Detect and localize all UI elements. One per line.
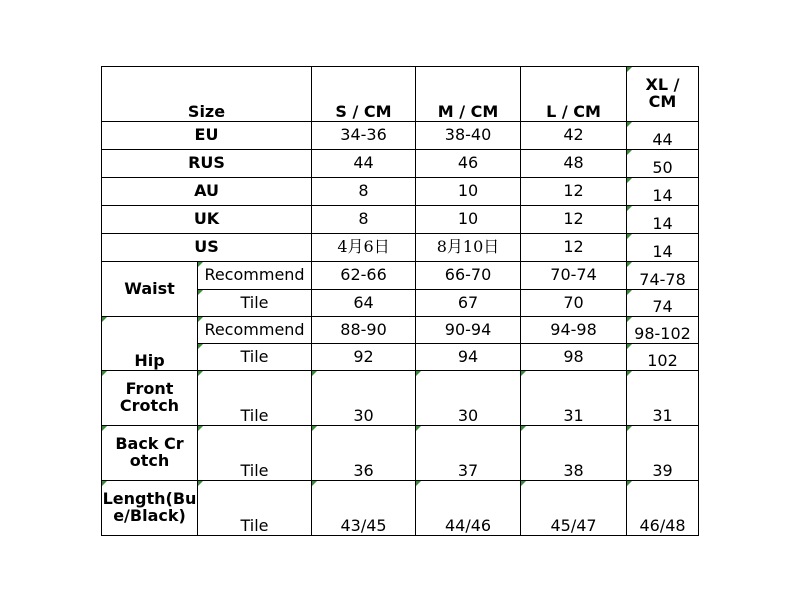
back-crotch-m: 37: [416, 426, 521, 481]
back-crotch-line2: otch: [129, 451, 170, 470]
hip-recommend-l: 94-98: [521, 317, 627, 344]
waist-tile-xl: 74: [627, 290, 699, 317]
length-sub: Tile: [198, 481, 312, 536]
row-front-crotch: [102, 371, 699, 426]
front-crotch-line2: Crotch: [119, 396, 180, 415]
hip-tile-m: 94: [416, 344, 521, 371]
length-line1: Length(Bu: [102, 489, 197, 509]
size-chart-table: [101, 66, 699, 536]
us-l: 12: [521, 234, 627, 262]
front-crotch-m: 30: [416, 371, 521, 426]
us-s: 4月6日: [312, 234, 416, 262]
waist-recommend-s: 62-66: [312, 262, 416, 290]
waist-tile-s: 64: [312, 290, 416, 317]
label-us: US: [102, 234, 312, 262]
header-xl-line2: CM: [648, 92, 677, 111]
au-xl: 14: [627, 178, 699, 206]
uk-xl: 14: [627, 206, 699, 234]
row-rus: [102, 150, 699, 178]
back-crotch-sub: Tile: [198, 426, 312, 481]
rus-l: 48: [521, 150, 627, 178]
uk-l: 12: [521, 206, 627, 234]
waist-recommend-m: 66-70: [416, 262, 521, 290]
au-l: 12: [521, 178, 627, 206]
row-waist-recommend: [102, 262, 699, 290]
length-s: 43/45: [312, 481, 416, 536]
header-m: M / CM: [416, 67, 521, 122]
label-uk: UK: [102, 206, 312, 234]
hip-tile-l: 98: [521, 344, 627, 371]
header-l: L / CM: [521, 67, 627, 122]
au-s: 8: [312, 178, 416, 206]
label-eu: EU: [102, 122, 312, 150]
front-crotch-l: 31: [521, 371, 627, 426]
hip-recommend-m: 90-94: [416, 317, 521, 344]
header-size: Size: [102, 67, 312, 122]
hip-tile-xl: 102: [627, 344, 699, 371]
header-xl-line1: XL /: [645, 75, 680, 95]
waist-recommend-xl: 74-78: [627, 262, 699, 290]
row-us: [102, 234, 699, 262]
back-crotch-s: 36: [312, 426, 416, 481]
back-crotch-l: 38: [521, 426, 627, 481]
label-au: AU: [102, 178, 312, 206]
header-s: S / CM: [312, 67, 416, 122]
label-length: [102, 481, 198, 536]
front-crotch-xl: 31: [627, 371, 699, 426]
label-back-crotch: [102, 426, 198, 481]
row-hip-recommend: [102, 317, 699, 344]
waist-tile-m: 67: [416, 290, 521, 317]
us-m: 8月10日: [416, 234, 521, 262]
hip-recommend-s: 88-90: [312, 317, 416, 344]
back-crotch-line1: Back Cr: [115, 434, 184, 454]
hip-recommend-label: Recommend: [198, 317, 312, 344]
header-xl: [627, 67, 699, 122]
label-waist: Waist: [102, 262, 198, 317]
rus-xl: 50: [627, 150, 699, 178]
row-eu: [102, 122, 699, 150]
au-m: 10: [416, 178, 521, 206]
waist-tile-label: Tile: [198, 290, 312, 317]
waist-tile-l: 70: [521, 290, 627, 317]
eu-l: 42: [521, 122, 627, 150]
row-uk: [102, 206, 699, 234]
eu-s: 34-36: [312, 122, 416, 150]
front-crotch-line1: Front: [125, 379, 174, 399]
hip-tile-label: Tile: [198, 344, 312, 371]
length-line2: e/Black): [113, 506, 186, 525]
length-m: 44/46: [416, 481, 521, 536]
eu-m: 38-40: [416, 122, 521, 150]
length-l: 45/47: [521, 481, 627, 536]
row-back-crotch: [102, 426, 699, 481]
uk-m: 10: [416, 206, 521, 234]
back-crotch-xl: 39: [627, 426, 699, 481]
hip-recommend-xl: 98-102: [627, 317, 699, 344]
us-xl: 14: [627, 234, 699, 262]
hip-tile-s: 92: [312, 344, 416, 371]
row-au: [102, 178, 699, 206]
rus-s: 44: [312, 150, 416, 178]
front-crotch-s: 30: [312, 371, 416, 426]
label-rus: RUS: [102, 150, 312, 178]
uk-s: 8: [312, 206, 416, 234]
eu-xl: 44: [627, 122, 699, 150]
waist-recommend-label: Recommend: [198, 262, 312, 290]
front-crotch-sub: Tile: [198, 371, 312, 426]
row-length: [102, 481, 699, 536]
label-front-crotch: [102, 371, 198, 426]
label-hip: Hip: [102, 317, 198, 371]
header-row: [102, 67, 699, 122]
waist-recommend-l: 70-74: [521, 262, 627, 290]
rus-m: 46: [416, 150, 521, 178]
length-xl: 46/48: [627, 481, 699, 536]
